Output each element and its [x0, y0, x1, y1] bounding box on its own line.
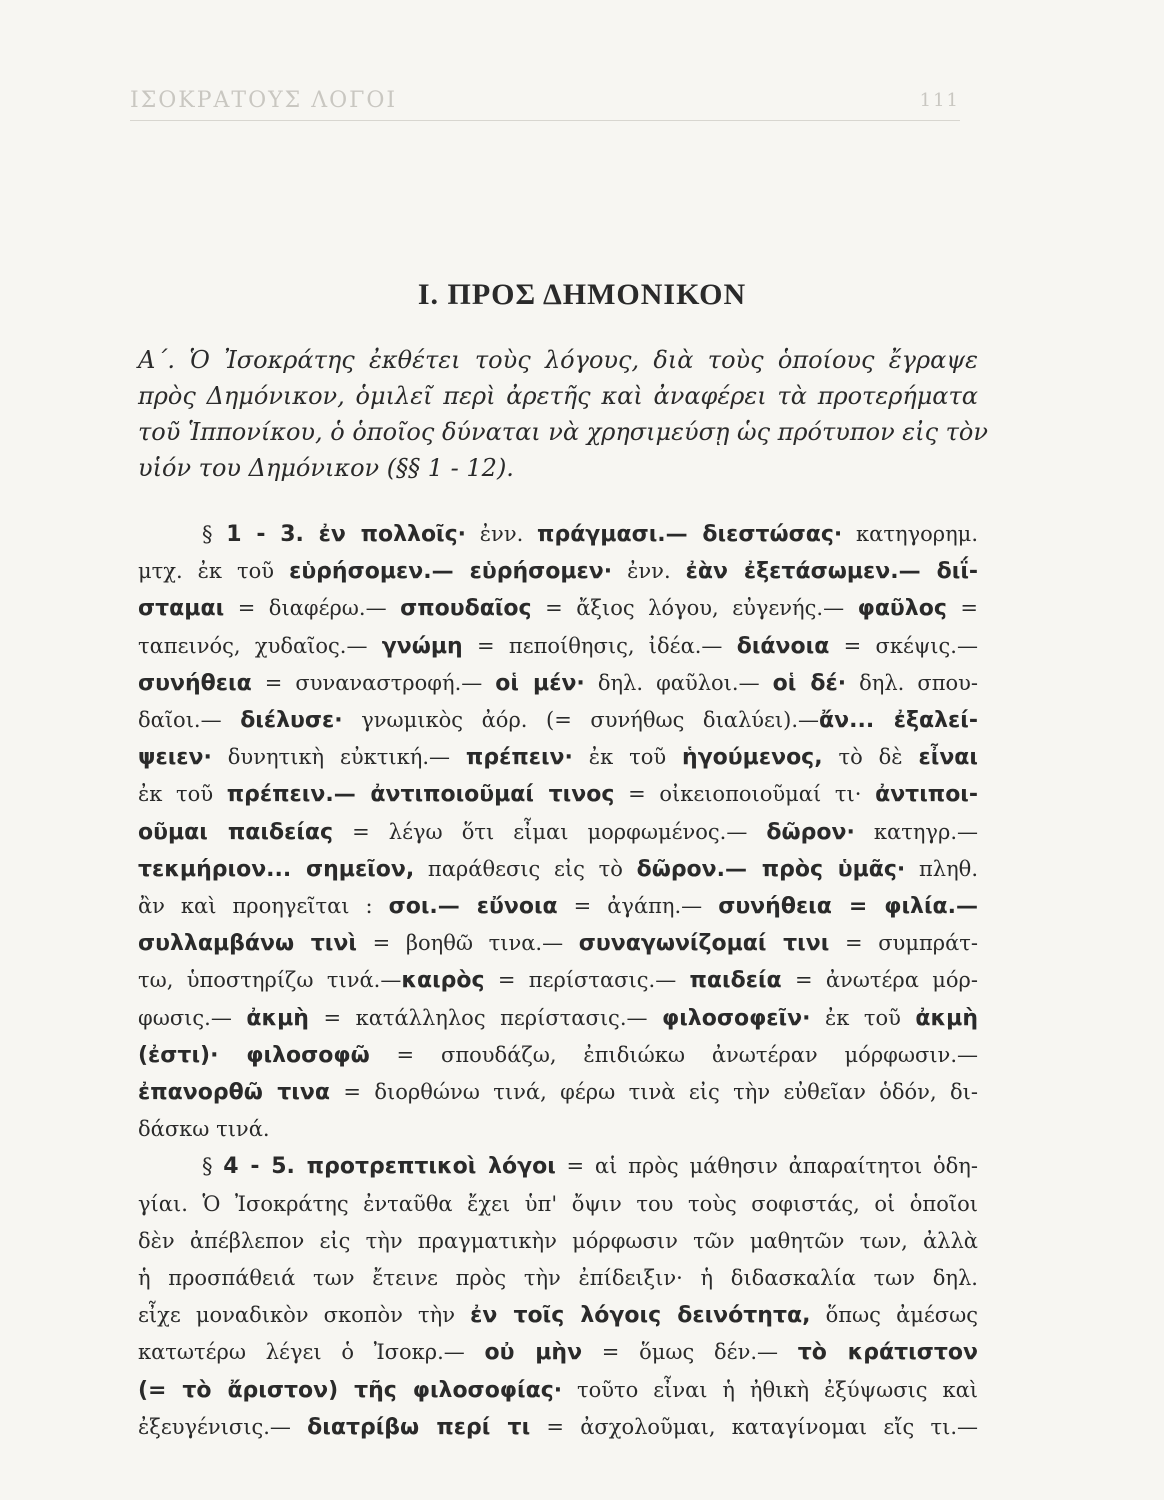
- text-line: [138, 1297, 978, 1334]
- gloss-text: §: [202, 522, 227, 546]
- gloss-text: ἐκ τοῦ: [572, 745, 683, 770]
- lemma-term: οἱ δέ·: [772, 670, 847, 696]
- lemma-term: ψειεν·: [138, 745, 212, 771]
- gloss-text: = διαφέρω.—: [224, 596, 401, 621]
- gloss-text: κατηγρ.—: [854, 819, 978, 844]
- text-line: [138, 1111, 978, 1148]
- gloss-text: §: [202, 1154, 224, 1179]
- gloss-text: τοῦτο εἶναι ἡ ἠθικὴ ἐξύψωσις καὶ: [562, 1377, 978, 1402]
- lemma-term: συνήθεια = φιλία.—: [718, 894, 978, 920]
- lemma-term: καιρὸς: [401, 968, 485, 994]
- lemma-term: ἐπανορθῶ τινα: [138, 1080, 330, 1106]
- lemma-term: ἐν τοῖς λόγοις δεινότητα,: [470, 1303, 811, 1329]
- gloss-text: ἂν καὶ προηγεῖται :: [138, 894, 389, 919]
- text-line: [138, 1186, 978, 1223]
- lemma-term: σοι.— εὔνοια: [388, 894, 558, 920]
- lemma-term: 1 - 3. ἐν πολλοῖς·: [226, 522, 467, 547]
- lemma-term: οὐ μὴν: [484, 1340, 583, 1366]
- gloss-text: = κατάλληλος περίστασις.—: [308, 1005, 662, 1030]
- gloss-text: ἐκ τοῦ: [138, 782, 227, 807]
- text-line: [138, 553, 978, 590]
- gloss-text: = σκέψις.—: [829, 633, 978, 658]
- lemma-term: ἄν... ἐξαλεί-: [819, 708, 978, 734]
- lemma-term: εἶναι: [918, 745, 978, 771]
- gloss-text: δηλ. φαῦλοι.—: [584, 670, 773, 695]
- lemma-term: ἀκμὴ: [915, 1005, 978, 1031]
- text-line: [138, 702, 978, 739]
- lemma-term: ἀντιποι-: [875, 782, 979, 808]
- lemma-term: πρέπειν.— ἀντιποιοῦμαί τινος: [226, 782, 615, 808]
- lemma-term: σπουδαῖος: [400, 596, 532, 622]
- text-line: [138, 962, 978, 999]
- gloss-text: ἐνν.: [612, 559, 686, 584]
- lemma-term: γνώμη: [381, 633, 463, 659]
- chapter-title: Ι. ΠΡΟΣ ΔΗΜΟΝΙΚΟΝ: [417, 278, 747, 311]
- gloss-text: = ἄξιος λόγου, εὐγενής.—: [531, 596, 858, 621]
- text-line: [138, 814, 978, 851]
- lemma-term: εὑρήσομεν.— εὑρήσομεν·: [289, 559, 613, 585]
- gloss-text: = ὅμως δέν.—: [582, 1340, 798, 1365]
- gloss-text: ἐκ τοῦ: [810, 1005, 916, 1030]
- gloss-text: = οἰκειοποιοῦμαί τι·: [614, 782, 876, 807]
- commentary-text: [138, 516, 978, 1446]
- gloss-text: ἐνν.: [466, 522, 538, 546]
- lemma-term: φαῦλος: [857, 596, 947, 622]
- bleed-through-header: [130, 80, 960, 121]
- text-line: [138, 516, 978, 553]
- lemma-term: 4 - 5. προτρεπτικοὶ λόγοι: [223, 1154, 556, 1180]
- gloss-text: πληθ.: [905, 856, 979, 881]
- text-line: [138, 851, 978, 888]
- text-line: [138, 1037, 978, 1074]
- gloss-text: = ἀνωτέρα μόρ-: [781, 968, 978, 993]
- gloss-text: = ἀσχολοῦμαι, καταγίνομαι εἴς τι.—: [530, 1414, 978, 1439]
- gloss-text: δὲν ἀπέβλεπον εἰς τὴν πραγματικὴν μόρφωσιν τῶν μαθητῶν των, ἀλλὰ: [138, 1228, 978, 1253]
- lemma-term: σταμαι: [138, 596, 225, 622]
- text-line: [138, 1409, 978, 1446]
- lemma-term: ἐὰν ἐξετάσωμεν.— διΐ-: [685, 559, 978, 585]
- gloss-text: = συναναστροφή.—: [251, 670, 496, 695]
- chapter-summary: [138, 342, 988, 486]
- text-line: [138, 590, 978, 627]
- gloss-text: = συμπράτ-: [829, 931, 979, 956]
- text-line: [138, 739, 978, 776]
- gloss-text: = περίστασις.—: [484, 968, 690, 993]
- text-line: [138, 1372, 978, 1409]
- lemma-term: δῶρον.— πρὸς ὑμᾶς·: [636, 856, 906, 882]
- lemma-term: φιλοσοφεῖν·: [662, 1005, 811, 1031]
- lemma-term: παιδεία: [689, 968, 782, 994]
- lemma-term: τεκμήριον... σημεῖον,: [138, 856, 415, 882]
- lemma-term: συναγωνίζομαί τινι: [578, 931, 830, 957]
- summary-line: υἱόν του Δημόνικον (§§ 1 - 12).: [138, 454, 514, 482]
- text-line: [138, 628, 978, 665]
- gloss-text: =: [946, 596, 978, 621]
- text-line: [138, 665, 978, 702]
- gloss-text: γνωμικὸς ἀόρ. (= συνήθως διαλύει).—: [342, 708, 820, 733]
- gloss-text: = πεποίθησις, ἰδέα.—: [462, 633, 737, 658]
- lemma-term: πρέπειν·: [465, 745, 573, 771]
- lemma-term: (= τὸ ἄριστον) τῆς φιλοσοφίας·: [138, 1377, 563, 1403]
- lemma-term: ἡγούμενος,: [682, 745, 823, 771]
- gloss-text: δαῖοι.—: [138, 708, 241, 733]
- lemma-term: δῶρον·: [766, 819, 855, 845]
- bleed-through-header-text: ΙΣΟΚΡΑΤΟΥΣ ΛΟΓΟΙ: [130, 88, 398, 113]
- lemma-term: διάνοια: [736, 633, 830, 659]
- lemma-term: συλλαμβάνω τινὶ: [138, 931, 357, 957]
- gloss-text: μτχ. ἐκ τοῦ: [138, 559, 290, 584]
- gloss-text: ἡ προσπάθειά των ἔτεινε πρὸς τὴν ἐπίδειξιν· ἡ διδασκαλία των δηλ.: [138, 1266, 978, 1291]
- gloss-text: ὅπως ἀμέσως: [810, 1303, 978, 1328]
- gloss-text: κατωτέρω λέγει ὁ Ἰσοκρ.—: [138, 1340, 485, 1365]
- text-line: [138, 776, 978, 813]
- gloss-text: τὸ δὲ: [822, 745, 919, 770]
- gloss-text: γίαι. Ὁ Ἰσοκράτης ἐνταῦθα ἔχει ὑπ' ὄψιν του τοὺς σοφιστάς, οἱ ὁποῖοι: [138, 1191, 978, 1216]
- summary-line: τοῦ Ἱππονίκου, ὁ ὁποῖος δύναται νὰ χρησιμεύσῃ ὡς πρότυπον εἰς τὸν: [138, 418, 988, 446]
- lemma-term: οἱ μέν·: [495, 670, 585, 696]
- gloss-text: δηλ. σπου-: [846, 670, 979, 695]
- text-line: [138, 1148, 978, 1185]
- gloss-text: = ἀγάπη.—: [557, 894, 719, 919]
- gloss-text: τω, ὑποστηρίζω τινά.—: [138, 968, 402, 993]
- gloss-text: = διορθώνω τινά, φέρω τινὰ εἰς τὴν εὐθεῖαν ὁδόν, δι-: [329, 1080, 978, 1105]
- text-line: [138, 1334, 978, 1371]
- text-line: [138, 1000, 978, 1037]
- text-line: [138, 925, 978, 962]
- gloss-text: φωσις.—: [138, 1005, 247, 1030]
- lemma-term: πράγμασι.— διεστώσας·: [537, 522, 843, 547]
- gloss-text: παράθεσις εἰς τὸ: [414, 856, 637, 881]
- lemma-term: ἀκμὴ: [246, 1005, 309, 1031]
- gloss-text: = λέγω ὅτι εἶμαι μορφωμένος.—: [333, 819, 767, 844]
- gloss-text: κατηγορημ.: [842, 522, 979, 546]
- gloss-text: ταπεινός, χυδαῖος.—: [138, 633, 382, 658]
- lemma-term: συνήθεια: [138, 670, 252, 696]
- text-line: [138, 888, 978, 925]
- gloss-text: ἐξευγένισις.—: [138, 1414, 308, 1439]
- summary-line: πρὸς Δημόνικον, ὁμιλεῖ περὶ ἀρετῆς καὶ ἀναφέρει τὰ προτερήματα: [138, 382, 978, 410]
- text-line: [138, 1074, 978, 1111]
- gloss-text: = αἱ πρὸς μάθησιν ἀπαραίτητοι ὁδη-: [555, 1154, 978, 1179]
- text-line: [138, 1260, 978, 1297]
- bleed-through-page-number: 111: [919, 90, 960, 111]
- gloss-text: = σπουδάζω, ἐπιδιώκω ἀνωτέραν μόρφωσιν.—: [369, 1042, 979, 1067]
- gloss-text: εἶχε μοναδικὸν σκοπὸν τὴν: [138, 1303, 471, 1328]
- lemma-term: διέλυσε·: [240, 708, 343, 734]
- gloss-text: δυνητικὴ εὐκτική.—: [211, 745, 466, 770]
- lemma-term: οῦμαι παιδείας: [138, 819, 334, 845]
- summary-line: Α΄. Ὁ Ἰσοκράτης ἐκθέτει τοὺς λόγους, διὰ τοὺς ὁποίους ἔγραψε: [138, 346, 978, 374]
- lemma-term: τὸ κράτιστον: [797, 1340, 979, 1366]
- lemma-term: (ἐστι)· φιλοσοφῶ: [138, 1042, 370, 1068]
- text-line: [138, 1223, 978, 1260]
- lemma-term: διατρίβω περί τι: [307, 1414, 531, 1440]
- gloss-text: = βοηθῶ τινα.—: [356, 931, 579, 956]
- gloss-text: δάσκω τινά.: [138, 1117, 270, 1142]
